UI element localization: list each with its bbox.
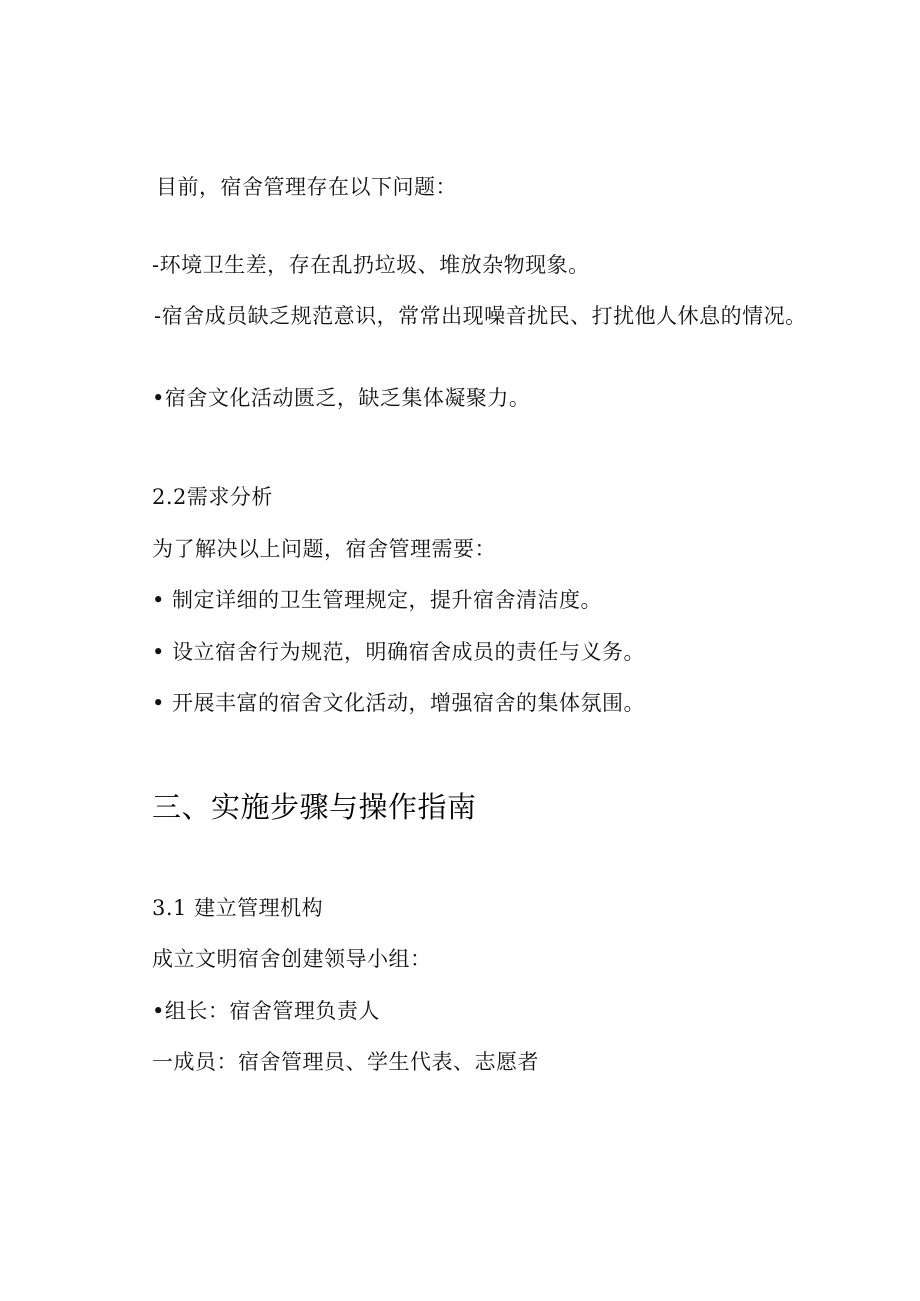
problems-intro: 目前，宿舍管理存在以下问题： (156, 175, 457, 199)
needs-intro: 为了解决以上问题，宿舍管理需要： (152, 537, 496, 561)
needs-item-conduct: • 设立宿舍行为规范，明确宿舍成员的责任与义务。 (152, 640, 646, 664)
problem-item-environment: -环境卫生差，存在乱扔垃圾、堆放杂物现象。 (152, 253, 590, 277)
problem-item-culture: •宿舍文化活动匮乏，缺乏集体凝聚力。 (152, 386, 531, 410)
section-heading: 三、实施步骤与操作指南 (152, 790, 477, 824)
group-leader: •组长：宿舍管理负责人 (152, 999, 380, 1023)
problem-item-norms: -宿舍成员缺乏规范意识，常常出现噪音扰民、打扰他人休息的情况。 (154, 304, 807, 328)
needs-item-hygiene: • 制定详细的卫生管理规定，提升宿舍清洁度。 (152, 588, 603, 612)
group-members: 一成员：宿舍管理员、学生代表、志愿者 (152, 1050, 539, 1074)
group-intro: 成立文明宿舍创建领导小组： (152, 947, 432, 971)
needs-section-title: 2.2需求分析 (152, 485, 273, 509)
needs-item-activities: • 开展丰富的宿舍文化活动，增强宿舍的集体氛围。 (152, 691, 646, 715)
subsection-title: 3.1 建立管理机构 (152, 896, 324, 920)
